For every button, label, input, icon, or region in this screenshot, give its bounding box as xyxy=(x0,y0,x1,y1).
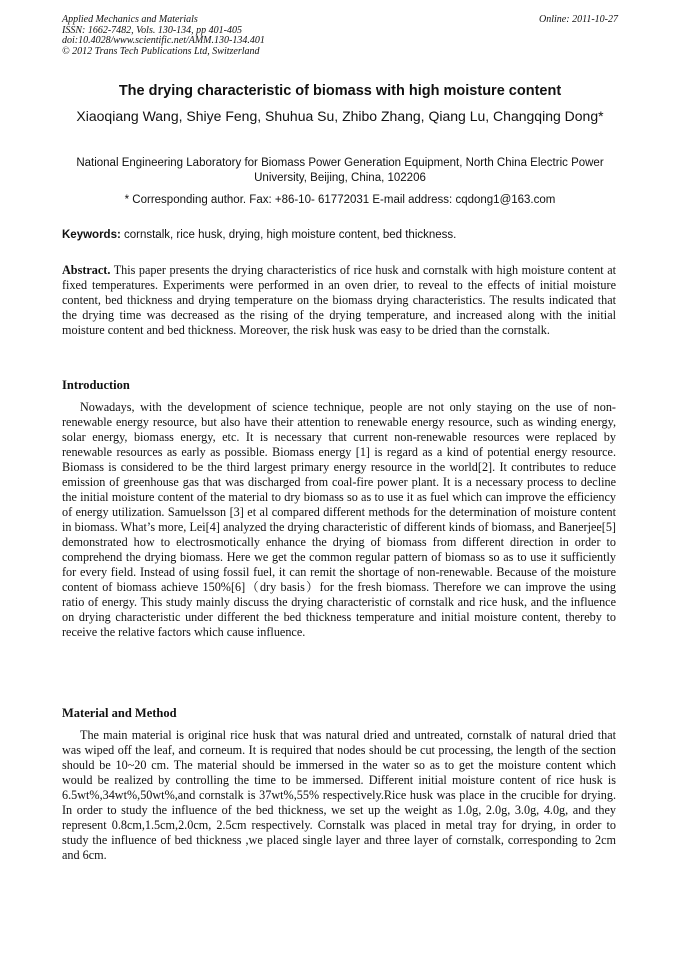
author-list: Xiaoqiang Wang, Shiye Feng, Shuhua Su, Zhibo Zhang, Qiang Lu, Changqing Dong* xyxy=(76,108,604,124)
doi-line: doi:10.4028/www.scientific.net/AMM.130-134.401 xyxy=(62,35,265,47)
abstract xyxy=(62,263,616,338)
keywords-text: cornstalk, rice husk, drying, high moisture content, bed thickness. xyxy=(120,229,457,241)
abstract-label: Abstract. xyxy=(62,263,111,277)
keywords-label: Keywords: xyxy=(62,229,121,241)
introduction-paragraph: Nowadays, with the development of science technique, people are not only staying on the use of non-renewable energy resource, but also have their attention to renewable energy resource, such as winding energy, solar energy, biomass energy, etc. It is necessary that current non-renewable resources were replaced by renewable resources as early as possible. Biomass energy [1] is regard as a kind of potential energy resource. Biomass is considered to be the third largest primary energy resource in the world[2]. It contributes to reduce emission of greenhouse gas that was discharged from coal-fire power plant. It is a necessary process to decline the initial moisture content of the material to dry biomass so as to use it as fuel which can improve the efficiency of energy utilization. Samuelsson [3] et al compared different methods for the determination of moisture content in biomass. What’s more, Lei[4] analyzed the drying characteristic of different kinds of biomass, and Banerjee[5] demonstrated how to electrosmotically enhance the drying of biomass from different direction in order to comprehend the drying biomass. Here we get the common regular pattern of biomass so as to use it sufficiently for every field. Instead of using fossil fuel, it can remit the shortage of non-renewable. Because of the moisture content of biomass achieve 150%[6]（dry basis）for the fresh biomass. Therefore we can improve the using ratio of energy. This study mainly discuss the drying characteristic of cornstalk and rice husk, and the influence on drying characteristic under different the bed thickness temperature and initial moisture content, thereby to receive the relative factors which cause influence. xyxy=(62,400,616,639)
copyright-line: © 2012 Trans Tech Publications Ltd, Switzerland xyxy=(62,45,260,57)
paper-title: The drying characteristic of biomass with high moisture content xyxy=(118,83,562,99)
affiliation: National Engineering Laboratory for Biomass Power Generation Equipment, North China Electric Power University, Beijing, China, 102206 xyxy=(76,157,604,184)
introduction-heading: Introduction xyxy=(62,378,130,392)
journal-name: Applied Mechanics and Materials xyxy=(62,14,198,25)
keywords xyxy=(62,228,618,243)
material-method-heading: Material and Method xyxy=(62,706,177,720)
corresponding-author: * Corresponding author. Fax: +86-10- 61772031 E-mail address: cqdong1@163.com xyxy=(124,194,556,206)
journal-header xyxy=(62,15,618,57)
abstract-text: This paper presents the drying characteristics of rice husk and cornstalk with high moisture content at fixed temperatures. Experiments were performed in an oven drier, to reveal to the effects of initial moisture content, bed thickness and drying temperature on the biomass drying characteristics. The results indicated that the drying time was decreased as the rising of the drying temperature, and increased along with the initial moisture content and bed thickness. Moreover, the risk husk was easy to be dried than the cornstalk. xyxy=(62,263,616,337)
online-date: Online: 2011-10-27 xyxy=(539,14,618,25)
issn-line: ISSN: 1662-7482, Vols. 130-134, pp 401-405 xyxy=(62,24,242,36)
material-method-paragraph: The main material is original rice husk that was natural dried and untreated, cornstalk of natural dried that was wiped off the leaf, and corneum. It is required that nodes should be cut processing, the length of the section should be 10~20 cm. The material should be immersed in the water so as to get the moisture content which would be realized by controlling the time to be immersed. Different initial moisture content of rice husk is 6.5wt%,34wt%,50wt%,and cornstalk is 37wt%,55% respectively.Rice husk was place in the crucible for drying. In order to study the influence of the bed thickness, we set up the weight as 1.0g, 2.0g, 3.0g, 4.0g, and they represent 0.8cm,1.5cm,2.0cm, 2.5cm respectively. Cornstalk was placed in metal tray for drying, in order to study the influence of bed thickness ,we placed single layer and three layer of cornstalk, corresponding to 2cm and 6cm. xyxy=(62,728,616,862)
